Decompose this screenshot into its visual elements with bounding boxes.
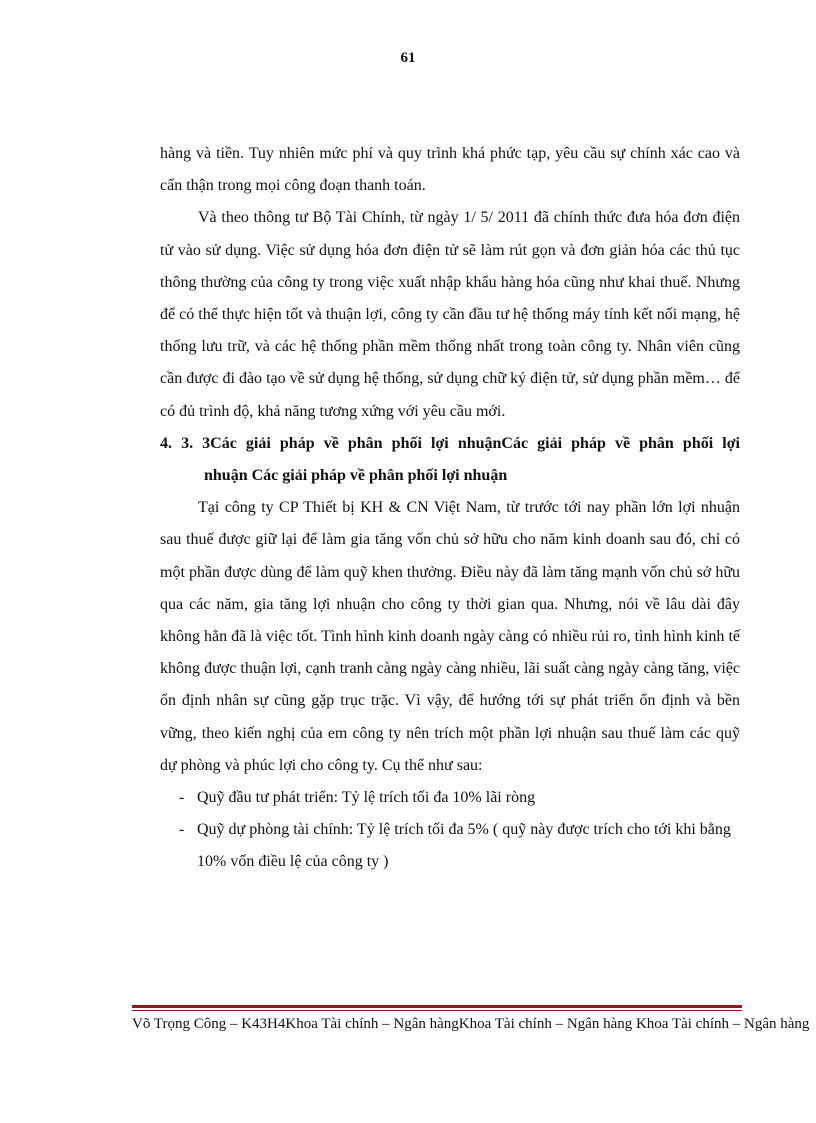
paragraph-continued: hàng và tiền. Tuy nhiên mức phí và quy trình khá phức tạp, yêu cầu sự chính xác cao và cẩn thận trong mọi công đoạn thanh toán. [160,145,740,195]
section-heading-line1: 4. 3. 3Các giải pháp về phân phối lợi nhuậnCác giải pháp về phân phối lợi [160,434,740,452]
bullet-dash: - [179,789,185,807]
bullet-text: Quỹ đầu tư phát triển: Tỷ lệ trích tối đa 10% lãi ròng [197,789,536,807]
paragraph-e-invoice: Và theo thông tư Bộ Tài Chính, từ ngày 1/ 5/ 2011 đã chính thức đưa hóa đơn điện tử vào sử dụng. Việc sử dụng hóa đơn điện tử sẽ làm rút gọn và đơn giản hóa các thủ tục thông thường của công ty trong việc xuất nhập khẩu hàng hóa cũng như khai thuế. Nhưng để có thể thực hiện tốt và thuận lợi, công ty cần đầu tư hệ thống máy tính kết nối mạng, hệ thống lưu trữ, và các hệ thống phần mềm thống nhất trong toàn công ty. Nhân viên cũng cần được đi đào tạo về sử dụng hệ thống, sử dụng chữ ký điện tử, sử dụng phần mềm… để có đủ trình độ, khả năng tương xứng với yêu cầu mới. [160,209,740,420]
section-heading [160,428,740,492]
footer-divider-thick [132,1005,742,1008]
page-number: 61 [400,50,416,66]
document-body [160,138,740,879]
bullet-dash: - [179,821,185,839]
paragraph-profit-distribution: Tại công ty CP Thiết bị KH & CN Việt Nam, từ trước tới nay phần lớn lợi nhuận sau thuế được giữ lại để làm gia tăng vốn chủ sở hữu cho năm kinh doanh sau đó, chỉ có một phần được dùng để làm quỹ khen thưởng. Điều này đã làm tăng mạnh vốn chủ sở hữu qua các năm, gia tăng lợi nhuận cho công ty thời gian qua. Nhưng, nói về lâu dài đây không hẳn đã là việc tốt. Tình hình kinh doanh ngày càng có nhiều rủi ro, tình hình kinh tế không được thuận lợi, cạnh tranh càng ngày càng nhiều, lãi suất càng ngày càng tăng, việc ổn định nhân sự cũng gặp trục trặc. Vì vậy, để hướng tới sự phát triển ổn định và bền vững, theo kiến nghị của em công ty nên trích một phần lợi nhuận sau thuế làm các quỹ dự phòng và phúc lợi cho công ty. Cụ thể như sau: [160,499,740,774]
bullet-text: Quỹ dự phòng tài chính: Tỷ lệ trích tối đa 5% ( quỹ này được trích cho tới khi bằng 10% vốn điều lệ của công ty ) [197,821,731,871]
footer-divider-thin [132,1010,742,1011]
list-item [160,782,740,814]
list-item [160,814,740,878]
page-footer: Võ Trọng Công – K43H4Khoa Tài chính – Ngân hàngKhoa Tài chính – Ngân hàng Khoa Tài chính – Ngân hàng [132,1016,810,1032]
section-heading-line2: nhuận Các giải pháp về phân phối lợi nhuận [204,467,508,485]
